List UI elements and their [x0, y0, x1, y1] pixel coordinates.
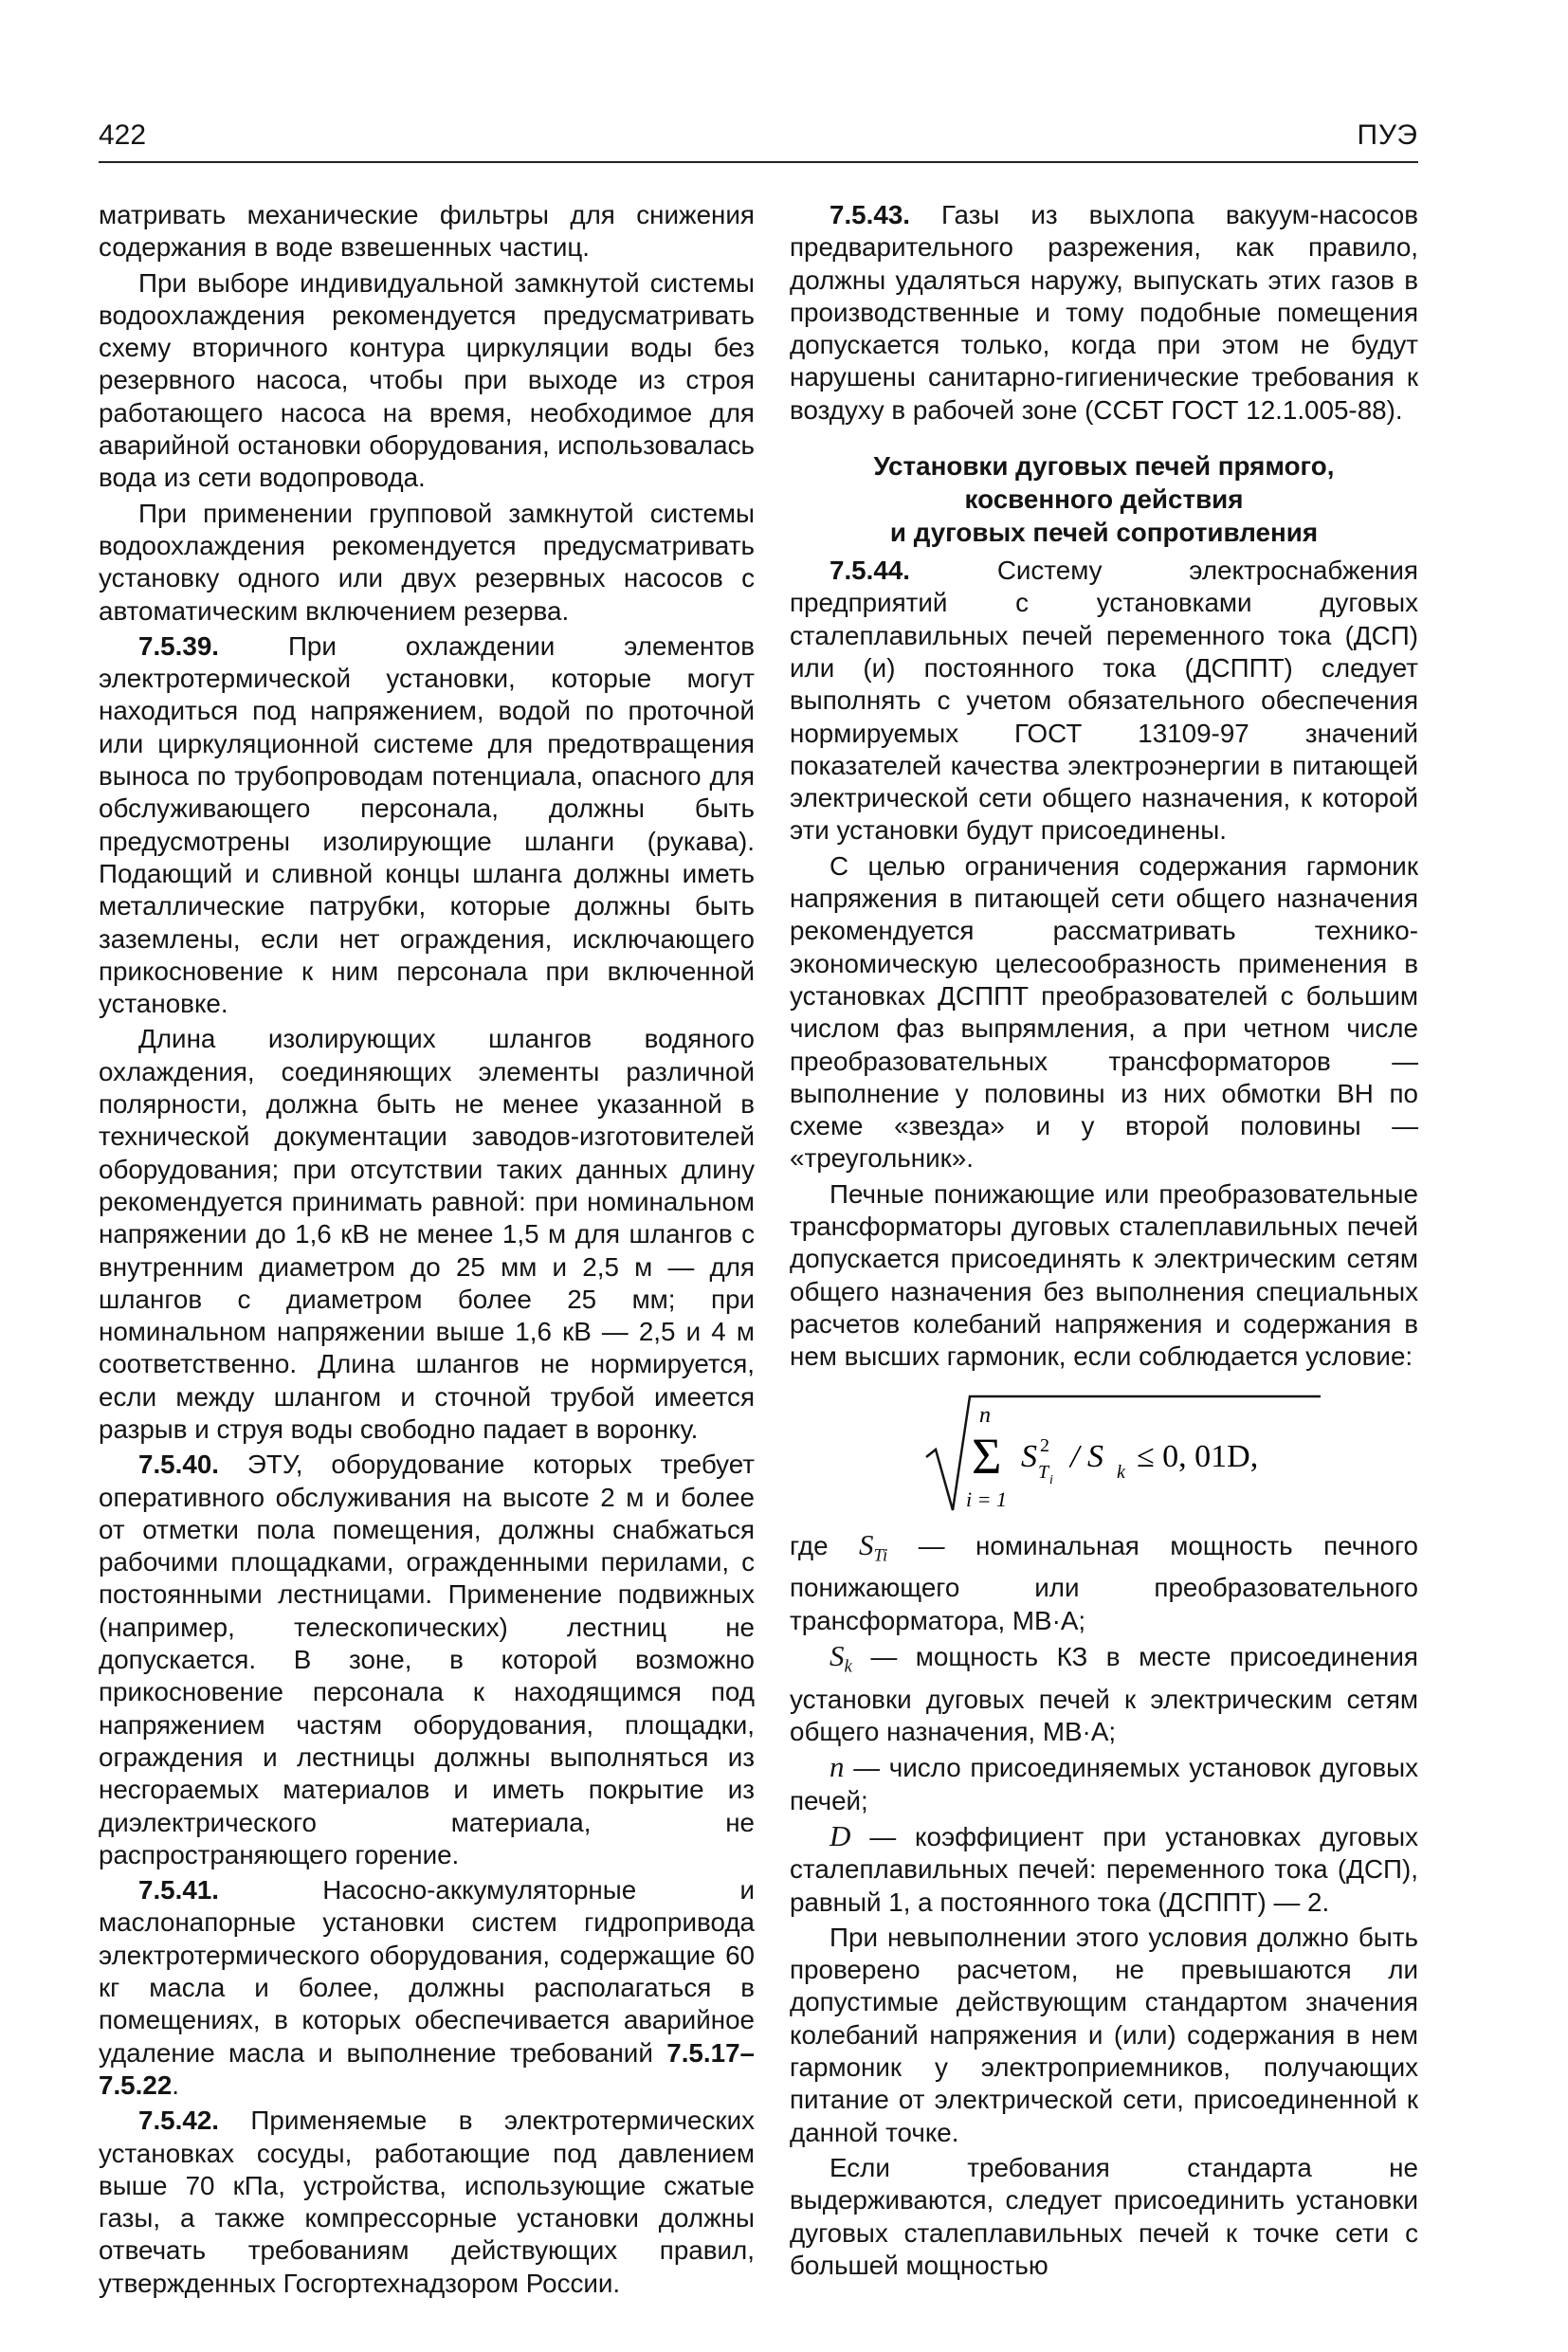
definition-text: — коэффициент при установках дуговых сталеплавильных печей: переменного тока (ДСП), равный 1, а постоянного тока (ДСППТ) — 2. — [790, 1821, 1418, 1917]
paragraph: Печные понижающие или преобразовательные трансформаторы дуговых сталеплавильных печей допускается присоединять к электрическим сетям общего назначения без выполнения специальных расчетов колебаний напряжения и содержания в нем высших гармоник, если соблюдается условие: — [790, 1178, 1418, 1372]
clause-text: При охлаждении элементов электротермической установки, которые могут находиться под напряжением, водой по проточной или циркуляционной системе для предотвращения выноса по трубопроводам потенциала, опасного для обслуживающего персонала, должны быть предусмотрены изолирующие шланги (рукава). Подающий и сливной концы шланга должны иметь металлические патрубки, которые должны быть заземлены, если нет ограждения, исключающего прикосновение к ним персонала при включенной установке. — [99, 630, 755, 1019]
symbol-subscript: Ti — [873, 1545, 888, 1566]
sum-upper-limit: n — [979, 1402, 991, 1428]
symbol: S — [830, 1638, 845, 1672]
formula-rhs: ≤ 0, 01D, — [1137, 1438, 1259, 1474]
formula-term-S: S — [1021, 1438, 1037, 1474]
formula — [790, 1391, 1418, 1516]
clause-number: 7.5.39. — [138, 630, 220, 661]
clause-text: ЭТУ, оборудование которых требует оперативного обслуживания на высоте 2 м и более от отметки пола помещения, должны снабжаться рабочими площадками, огражденными перилами, с постоянными лестницами. Применение подвижных (например, телескопических) лестниц не допускается. В зоне, в которой возможно прикосновение персонала к находящимся под напряжением частям оборудования, площадки, ограждения и лестницы должны выполняться из несгораемых материалов и иметь покрытие из диэлектрического материала, не распространяющего горение. — [99, 1449, 755, 1869]
section-heading-line: и дуговых печей сопротивления — [889, 518, 1319, 548]
definition-text: — число присоединяемых установок дуговых печей; — [790, 1753, 1418, 1815]
clause-number: 7.5.43. — [830, 200, 911, 229]
running-title: ПУЭ — [1357, 119, 1418, 151]
paragraph: При применении групповой замкнутой системы водоохлаждения рекомендуется предусматривать установку одного или двух резервных насосов с автоматическим включением резерва. — [99, 498, 755, 626]
clause-text: Газы из выхлопа вакуум-насосов предварительного разрежения, как правило, должны удаляться наружу, выпускать этих газов в производственные и тому подобные помещения допускается только, когда при этом не будут нарушены санитарно-гигиенические требования к воздуху в рабочей зоне (ССБТ ГОСТ 12.1.005-88). — [790, 200, 1418, 425]
page-number: 422 — [99, 119, 147, 151]
clause-7-5-39 — [99, 630, 755, 1021]
definition-n — [790, 1751, 1418, 1817]
formula-subscript-i: i — [1049, 1472, 1053, 1487]
paragraph: При выборе индивидуальной замкнутой системы водоохлаждения рекомендуется предусматривать схему вторичного контура циркуляции воды без резервного насоса, чтобы при выходе из строя работающего насоса на время, необходимое для аварийной остановки оборудования, использовалась вода из сети водопровода. — [99, 267, 755, 493]
formula-divider-S: / S — [1070, 1438, 1103, 1474]
definition-sti — [790, 1529, 1418, 1637]
clause-7-5-43 — [790, 199, 1418, 427]
page-header — [99, 119, 1418, 163]
formula-subscript-k: k — [1117, 1461, 1125, 1483]
right-column — [790, 199, 1418, 2282]
clause-7-5-40 — [99, 1449, 755, 1871]
sum-symbol: Σ — [972, 1427, 1002, 1485]
clause-7-5-44 — [790, 555, 1418, 848]
definition-lead: где — [790, 1530, 829, 1560]
formula-graphic — [922, 1391, 1340, 1516]
definition-sk — [790, 1640, 1418, 1748]
clause-number: 7.5.40. — [138, 1449, 220, 1480]
symbol: D — [830, 1818, 851, 1852]
clause-number: 7.5.44. — [830, 556, 911, 586]
symbol-subscript: k — [844, 1656, 852, 1677]
paragraph: При невыполнении этого условия должно быть проверено расчетом, не превышаются ли допустимые действующим стандартом значения колебаний напряжения и (или) содержания в нем гармоник у электроприемников, получающих питание от электрической сети, присоединенной к данной точке. — [790, 1922, 1418, 2147]
clause-reference: 7.5.17–7.5.22 — [99, 2037, 755, 2100]
section-heading-line: Установки дуговых печей прямого, — [873, 451, 1335, 482]
symbol: S — [859, 1527, 874, 1561]
paragraph: Длина изолирующих шлангов водяного охлаждения, соединяющих элементы различной полярности, должна быть не менее указанной в технической документации заводов-изготовителей оборудования; при отсутствии таких данных длину рекомендуется принимать равной: при номинальном напряжении до 1,6 кВ не менее 1,5 м для шлангов с внутренним диаметром до 25 мм и 2,5 м — для шлангов с диаметром более 25 мм; при номинальном напряжении выше 1,6 кВ — 2,5 и 4 м соответственно. Длина шлангов не нормируется, если между шлангом и сточной трубой имеется разрыв и струя воды свободно падает в воронку. — [99, 1024, 755, 1444]
clause-text: Насосно-аккумуляторные и маслонапорные установки систем гидропривода электротермического оборудования, содержащие 60 кг масла и более, должны располагаться в помещениях, в которых обеспечивается аварийное удаление масла и выполнение требований — [99, 1875, 755, 2068]
left-column — [99, 199, 755, 2300]
header-rule — [99, 161, 1418, 163]
definition-text: — мощность КЗ в месте присоединения установки дуговых печей к электрическим сетям общего назначения, МВ·А; — [790, 1641, 1418, 1747]
clause-text: Систему электроснабжения предприятий с установками дуговых сталеплавильных печей переменного тока (ДСП) или (и) постоянного тока (ДСППТ) следует выполнять с учетом обязательного обеспечения нормируемых ГОСТ 13109-97 значений показателей качества электроэнергии в питающей электрической сети общего назначения, к которой эти установки будут присоединены. — [790, 556, 1418, 846]
clause-7-5-41: 7.5.41. Насосно-аккумуляторные и маслонапорные установки систем гидропривода электротермического оборудования, содержащие 60 кг масла и более, должны располагаться в помещениях, в которых обеспечивается аварийное удаление масла и выполнение требований 7.5.17–7.5.22. — [99, 1875, 755, 2100]
formula-exponent: 2 — [1040, 1434, 1049, 1456]
definition-d — [790, 1820, 1418, 1919]
symbol: n — [830, 1750, 845, 1784]
paragraph: матривать механические фильтры для снижения содержания в воде взвешенных частиц. — [99, 200, 755, 263]
section-heading — [790, 449, 1418, 549]
clause-number: 7.5.42. — [138, 2106, 220, 2136]
paragraph: С целью ограничения содержания гармоник напряжения в питающей сети общего назначения рекомендуется рассматривать технико-экономическую целесообразность применения в установках ДСППТ преобразователей с большим числом фаз выпрямления, а при четном числе преобразовательных трансформаторов — выполнение у половины из них обмотки ВН по схеме «звезда» и у второй половины — «треугольник». — [790, 850, 1418, 1174]
formula-subscript-T: T — [1038, 1461, 1049, 1483]
clause-text: Применяемые в электротермических установках сосуды, работающие под давлением выше 70 кПа, устройства, использующие сжатые газы, а также компрессорные установки должны отвечать требованиям действующих правил, утвержденных Госгортехнадзором России. — [99, 2106, 755, 2298]
section-heading-line: косвенного действия — [964, 484, 1244, 515]
paragraph: Если требования стандарта не выдерживаются, следует присоединить установки дуговых сталеплавильных печей к точке сети с большей мощностью — [790, 2152, 1418, 2280]
clause-number: 7.5.41. — [138, 1875, 220, 1905]
clause-7-5-42 — [99, 2105, 755, 2300]
definition-text: — номинальная мощность печного понижающего или преобразовательного трансформатора, МВ·А; — [790, 1530, 1418, 1635]
sum-lower-limit: i = 1 — [966, 1486, 1007, 1511]
